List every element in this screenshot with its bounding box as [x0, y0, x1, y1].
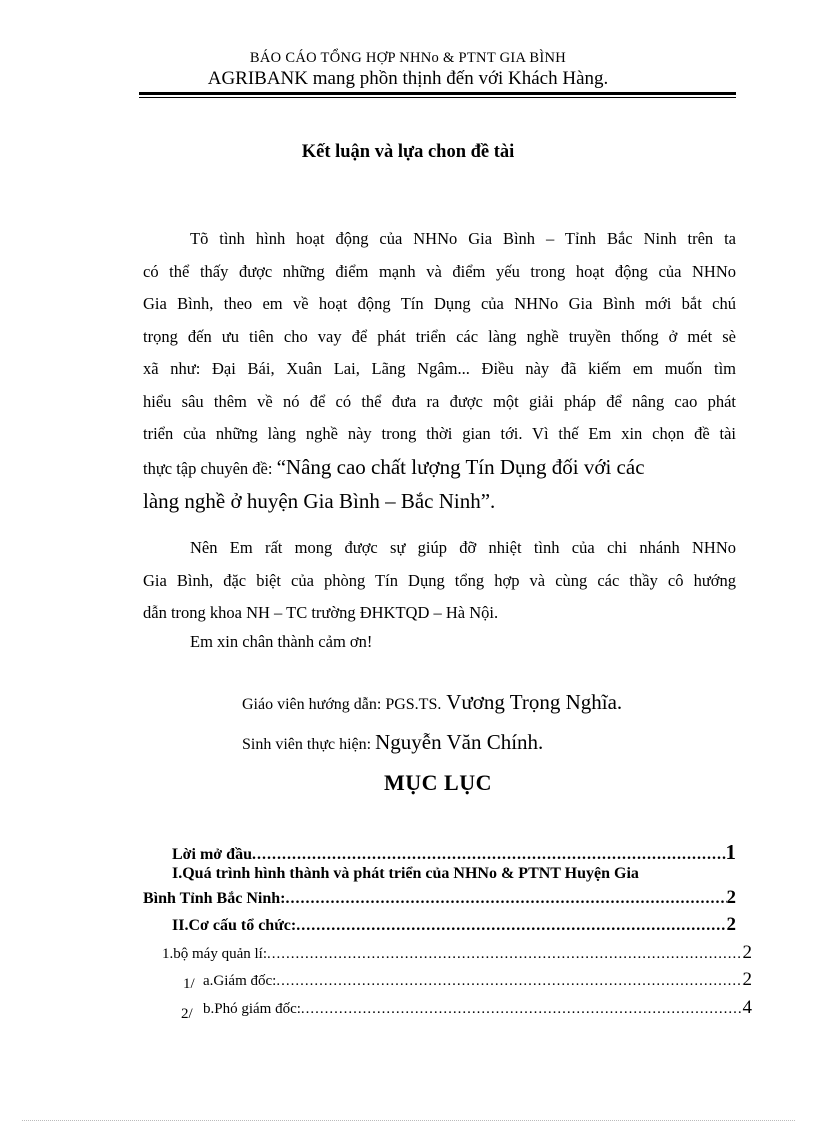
report-header-title: BÁO CÁO TỔNG HỢP NHNo & PTNT GIA BÌNH	[249, 50, 567, 66]
toc-entry-page: 4	[742, 997, 752, 1018]
toc-leader-dots	[252, 846, 726, 864]
paragraph-line	[143, 451, 736, 485]
paragraph-line: Nên Em rất mong được sự giúp đỡ nhiệt tình của chi nhánh NHNo	[190, 538, 736, 557]
header-rule-thick	[139, 92, 736, 95]
toc-leader-dots	[285, 890, 726, 908]
paragraph-line: triển của những làng nghề này trong thời gian tới. Vì thế Em xin chọn đề tài	[143, 424, 736, 443]
paragraph-line: xã như: Đại Bái, Xuân Lai, Lãng Ngâm... Điều này đã kiếm em muốn tìm	[143, 359, 736, 378]
paragraph-line: trọng đến ưu tiên cho vay để phát triển các làng nghề truyền thống ở mét sè	[143, 326, 736, 346]
topic-title-part1: “Nâng cao chất lượng Tín Dụng đối với các	[276, 454, 645, 479]
intro-paragraph	[143, 223, 736, 519]
paragraph-line	[143, 485, 736, 519]
paragraph-line: Gia Bình, theo em về hoạt động Tín Dụng của NHNo Gia Bình mới bắt chú	[143, 294, 736, 313]
toc-entry[interactable]	[172, 914, 736, 936]
toc-entry-label: b.Phó giám đốc:	[203, 1001, 301, 1017]
toc-leader-dots	[276, 973, 742, 990]
page-bottom-border	[22, 1120, 795, 1122]
report-header-slogan: AGRIBANK mang phồn thịnh đến với Khách Hàng.	[207, 68, 609, 89]
toc-entry[interactable]	[172, 840, 736, 865]
thanks-line: Em xin chân thành cảm ơn!	[190, 632, 373, 651]
paragraph-line: Gia Bình, đặc biệt của phòng Tín Dụng tổng hợp và cùng các thầy cô hướng	[143, 570, 736, 590]
toc-leader-dots	[301, 1001, 743, 1018]
paragraph-line: dẫn trong khoa NH – TC trường ĐHKTQD – Hà Nội.	[143, 603, 499, 622]
toc-list-marker: 1/	[183, 976, 195, 992]
toc-list-marker: 2/	[181, 1006, 193, 1022]
header-rule-thin	[139, 97, 736, 98]
advisor-signature	[242, 690, 622, 715]
student-label: Sinh viên thực hiện:	[242, 736, 376, 753]
paragraph-line: có thể thấy được những điểm mạnh và điểm yếu trong hoạt động của NHNo	[143, 261, 736, 281]
thanks-paragraph	[143, 532, 736, 630]
topic-title-part2: làng nghề ở huyện Gia Bình – Bắc Ninh”.	[143, 488, 496, 513]
toc-entry[interactable]	[162, 942, 752, 964]
paragraph-line: hiểu sâu thêm về nó để có thể đưa ra được một giải pháp để nâng cao phát	[143, 391, 736, 411]
page-title: Kết luận và lựa chon đề tài	[301, 142, 515, 162]
advisor-name: Vương Trọng Nghĩa.	[441, 690, 623, 714]
toc-entry[interactable]	[143, 887, 736, 909]
toc-entry-label: Bình Tỉnh Bắc Ninh:	[143, 890, 286, 907]
toc-leader-dots	[267, 946, 743, 963]
topic-intro-text: thực tập chuyên đề:	[143, 458, 277, 478]
student-signature	[242, 730, 543, 755]
toc-entry-label-line1[interactable]: I.Quá trình hình thành và phát triển của NHNo & PTNT Huyện Gia	[172, 865, 639, 882]
toc-leader-dots	[296, 917, 726, 935]
student-name: Nguyễn Văn Chính.	[375, 730, 544, 754]
advisor-label: Giáo viên hướng dẫn: PGS.TS.	[242, 696, 442, 713]
toc-entry[interactable]	[203, 969, 752, 991]
toc-entry-label: II.Cơ cấu tổ chức:	[172, 917, 297, 934]
toc-entry-label: a.Giám đốc:	[203, 973, 277, 989]
paragraph-line: Tõ tình hình hoạt động của NHNo Gia Bình – Tỉnh Bắc Ninh trên ta	[190, 229, 736, 248]
toc-entry-page: 1	[725, 840, 736, 864]
toc-heading: MỤC LỤC	[384, 770, 492, 795]
toc-entry-label: 1.bộ máy quản lí:	[162, 946, 267, 962]
toc-entry-page: 2	[742, 969, 752, 990]
toc-entry[interactable]	[203, 997, 752, 1019]
toc-entry-label: Lời mở đầu	[172, 846, 252, 863]
toc-entry-page: 2	[742, 942, 752, 963]
toc-entry-page: 2	[726, 914, 736, 935]
toc-entry-page: 2	[726, 887, 736, 908]
